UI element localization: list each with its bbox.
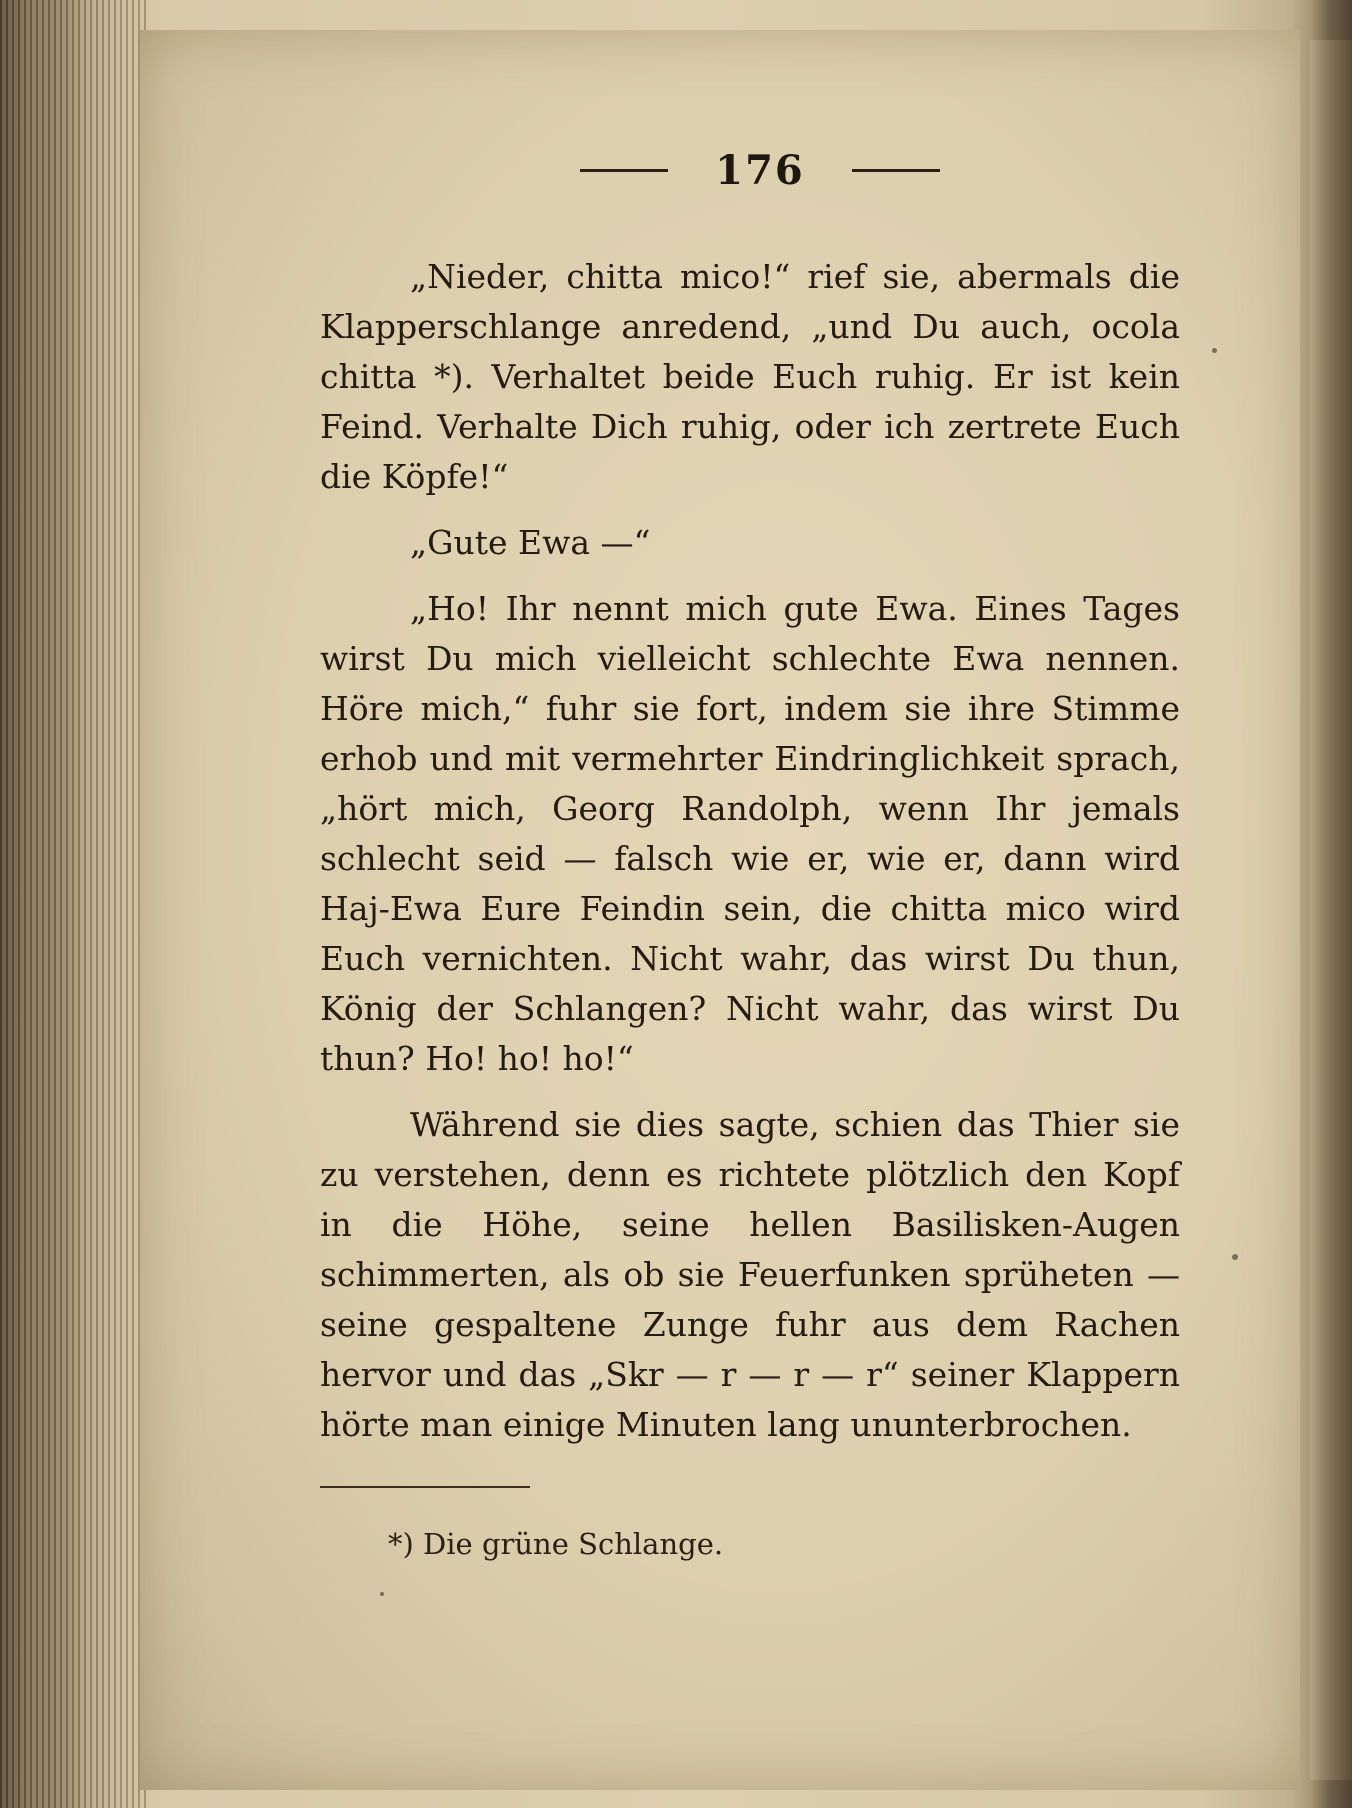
body-text: [320, 252, 1180, 1450]
binding-edge: [1310, 40, 1352, 1780]
paragraph-4: [320, 1100, 1180, 1450]
footnote: *) Die grüne Schlange.: [388, 1527, 724, 1561]
paragraph-2: [320, 518, 1180, 568]
footnote-rule: [320, 1486, 530, 1488]
page-header: [580, 140, 940, 200]
ink-speck: [380, 1592, 384, 1596]
paragraph-3: [320, 584, 1180, 1084]
header-rule-right: [852, 169, 940, 172]
paragraph-1: [320, 252, 1180, 502]
paragraph-1-text: „Nieder, chitta mico!“ rief sie, abermals die Klapperschlange anredend, „und Du auch, ocola chitta *). Verhaltet beide Euch ruhig. Er ist kein Feind. Verhalte Dich ruhig, oder ich zertrete Euch die Köpfe!“: [320, 257, 1180, 496]
paragraph-3-text: „Ho! Ihr nennt mich gute Ewa. Eines Tages wirst Du mich vielleicht schlechte Ewa nennen. Höre mich,“ fuhr sie fort, indem sie ihre Stimme erhob und mit vermehrter Eindringlichkeit sprach, „hört mich, Georg Randolph, wenn Ihr jemals schlecht seid — falsch wie er, wie er, dann wird Haj-Ewa Eure Feindin sein, die chitta mico wird Euch vernichten. Nicht wahr, das wirst Du thun, König der Schlangen? Nicht wahr, das wirst Du thun? Ho! ho! ho!“: [320, 589, 1180, 1078]
header-rule-left: [580, 169, 668, 172]
ink-speck: [1212, 348, 1217, 353]
page-number: 176: [715, 146, 805, 194]
page-stack-edge: [0, 0, 150, 1808]
ink-speck: [1232, 1254, 1238, 1260]
paragraph-4-text: Während sie dies sagte, schien das Thier sie zu verstehen, denn es richtete plötzlich den Kopf in die Höhe, seine hellen Basilisken-Augen schimmerten, als ob sie Feuerfunken sprüheten — seine gespaltene Zunge fuhr aus dem Rachen hervor und das „Skr — r — r — r“ seiner Klappern hörte man einige Minuten lang ununterbrochen.: [320, 1105, 1180, 1444]
paragraph-2-text: „Gute Ewa —“: [410, 523, 651, 562]
